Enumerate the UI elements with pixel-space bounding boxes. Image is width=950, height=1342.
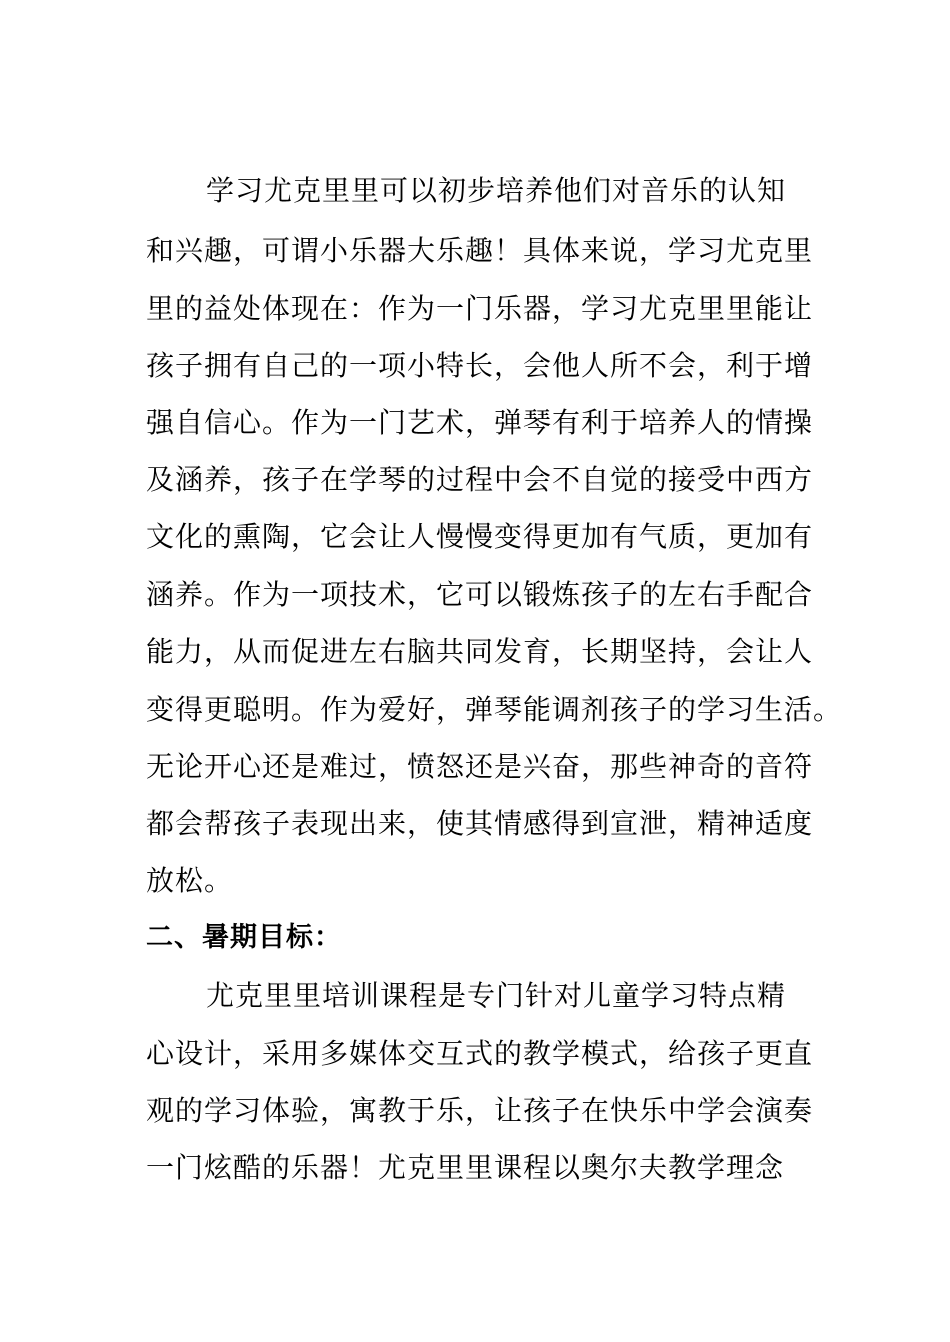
paragraph-1-line-1: 学习尤克里里可以初步培养他们对音乐的认知 — [206, 174, 787, 207]
paragraph-2-line-3: 观的学习体验，寓教于乐，让孩子在快乐中学会演奏 — [146, 1094, 814, 1127]
paragraph-1-line-13: 放松。 — [146, 864, 234, 897]
paragraph-1-line-8: 涵养。作为一项技术，它可以锻炼孩子的左右手配合 — [146, 578, 814, 611]
paragraph-1-line-12: 都会帮孩子表现出来，使其情感得到宣泄，精神适度 — [146, 807, 814, 840]
paragraph-2-line-4: 一门炫酷的乐器！尤克里里课程以奥尔夫教学理念 — [146, 1151, 785, 1184]
paragraph-1-line-4: 孩子拥有自己的一项小特长，会他人所不会，利于增 — [146, 349, 814, 382]
paragraph-1-line-10: 变得更聪明。作为爱好，弹琴能调剂孩子的学习生活。 — [146, 693, 843, 726]
paragraph-1-line-5: 强自信心。作为一门艺术，弹琴有利于培养人的情操 — [146, 406, 814, 439]
paragraph-1-line-2: 和兴趣，可谓小乐器大乐趣！具体来说，学习尤克里 — [146, 234, 814, 267]
paragraph-2-line-2: 心设计，采用多媒体交互式的教学模式，给孩子更直 — [146, 1037, 814, 1070]
paragraph-1-line-9: 能力，从而促进左右脑共同发育，长期坚持，会让人 — [146, 635, 814, 668]
paragraph-1-line-3: 里的益处体现在：作为一门乐器，学习尤克里里能让 — [146, 292, 814, 325]
section-heading: 二、暑期目标： — [146, 922, 342, 953]
paragraph-1-line-11: 无论开心还是难过，愤怒还是兴奋，那些神奇的音符 — [146, 750, 814, 783]
paragraph-1-line-6: 及涵养，孩子在学琴的过程中会不自觉的接受中西方 — [146, 463, 814, 496]
paragraph-1-line-7: 文化的熏陶，它会让人慢慢变得更加有气质，更加有 — [146, 520, 814, 553]
paragraph-2-line-1: 尤克里里培训课程是专门针对儿童学习特点精 — [206, 979, 787, 1012]
